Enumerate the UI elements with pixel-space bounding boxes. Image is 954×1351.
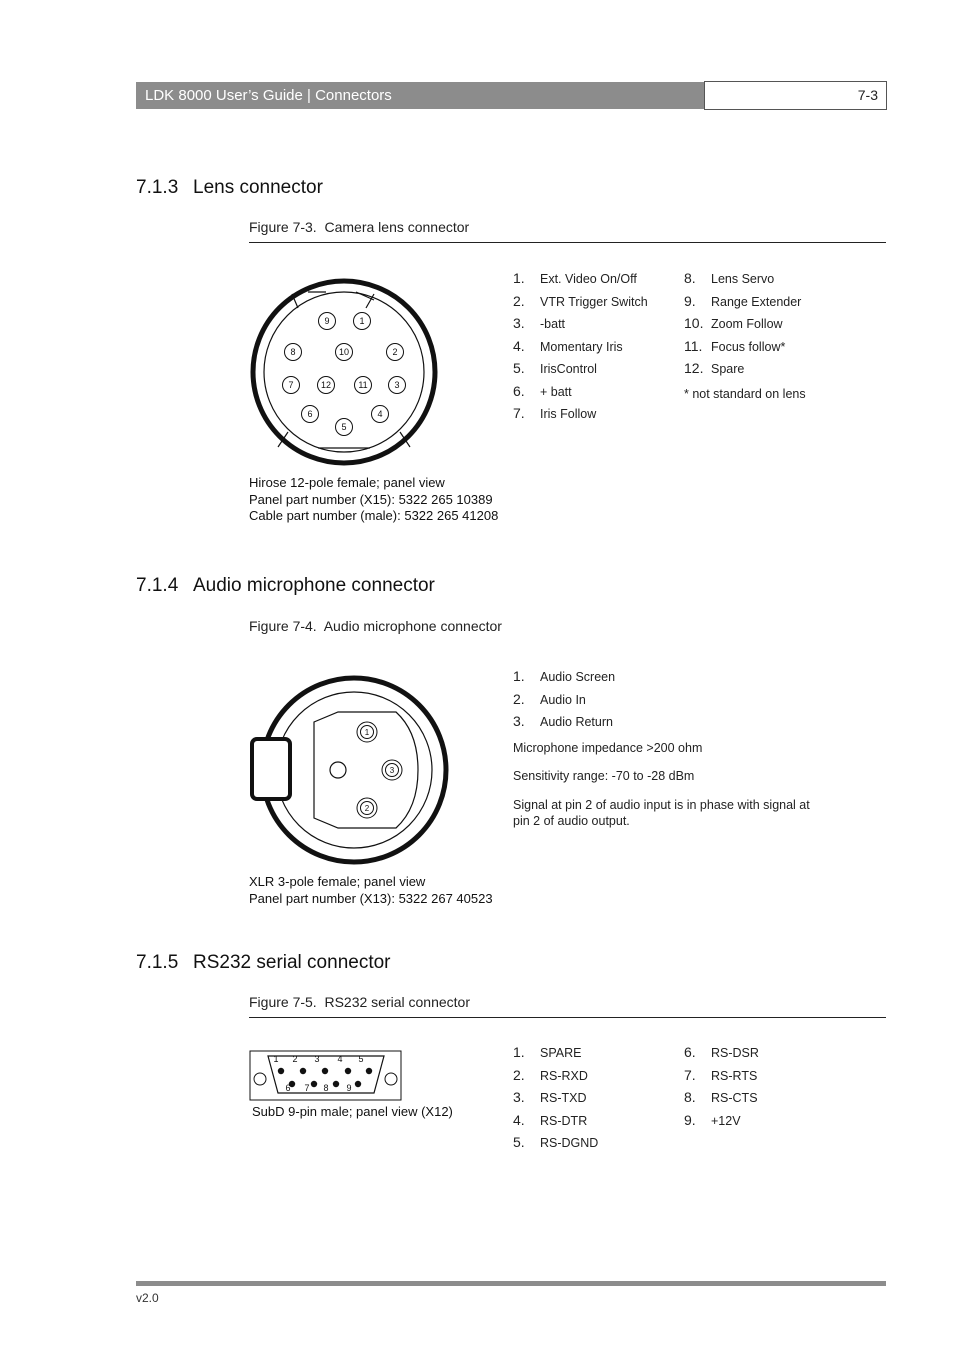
pin-number: 2: [364, 803, 370, 813]
section-heading-rs232: [136, 952, 636, 976]
pin-number: 7: [304, 1083, 310, 1093]
xlr-pin-group: [357, 722, 402, 818]
caption-line: Cable part number (male): 5322 265 41208: [249, 508, 499, 523]
pin-number: 6: [307, 409, 313, 420]
pin-number: 10: [338, 347, 350, 358]
pin-dot: [355, 1081, 361, 1087]
section-number: 7.1.3: [136, 177, 179, 198]
pin-number: 1: [273, 1054, 279, 1064]
figure-caption-rs232: [249, 994, 470, 1010]
pin-number: 9: [346, 1083, 352, 1093]
pin-dot: [366, 1068, 372, 1074]
pin-dot: [322, 1068, 328, 1074]
figure-rule: [249, 242, 886, 243]
pin-number: 5: [358, 1054, 364, 1064]
pin-number: 3: [394, 380, 400, 391]
caption-line: Hirose 12-pole female; panel view: [249, 475, 445, 490]
pin-number: 3: [314, 1054, 320, 1064]
section-number: 7.1.5: [136, 952, 179, 973]
pin-number: 3: [389, 765, 395, 775]
xlr-latch: [252, 739, 290, 799]
section-title: Lens connector: [193, 177, 323, 198]
caption-line: Panel part number (X13): 5322 267 40523: [249, 890, 493, 906]
pin-number: 1: [359, 316, 365, 327]
figure-title: Audio microphone connector: [323, 618, 502, 634]
pin-number: 11: [358, 380, 368, 391]
pin-number: 7: [288, 380, 294, 391]
figure-rule: [249, 1017, 886, 1018]
figure-label: Figure 7-3.: [249, 219, 317, 235]
footnote: * not standard on lens: [684, 387, 806, 401]
pin-number: 6: [285, 1083, 291, 1093]
section-title: RS232 serial connector: [193, 952, 391, 973]
pin-dot: [300, 1068, 306, 1074]
footer-bar: [136, 1281, 886, 1286]
section-number: 7.1.4: [136, 575, 179, 596]
caption-line: Panel part number (X15): 5322 265 10389: [249, 491, 493, 507]
lens-pin-list-col1: 1. Ext. Video On/Off 2. VTR Trigger Switch 3. -batt 4. Momentary Iris 5. IrisControl 6. + batt 7. Iris Follow: [513, 270, 648, 421]
pin-dot: [311, 1081, 317, 1087]
footer-version: v2.0: [136, 1291, 159, 1305]
caption-line: XLR 3-pole female; panel view: [249, 874, 426, 889]
lens-pin-list-col2: 8. Lens Servo 9. Range Extender 10. Zoom Follow 11. Focus follow* 12. Spare * not standard on lens: [684, 270, 806, 401]
figure-caption-audio: [249, 618, 502, 634]
pin-dot: [345, 1068, 351, 1074]
subd-9-pin-diagram: [248, 1049, 404, 1103]
pin-dot: [278, 1068, 284, 1074]
xlr-3-pin-diagram: [246, 672, 450, 868]
audio-note-sensitivity: Sensitivity range: -70 to -28 dBm: [513, 769, 695, 783]
pin-dot: [333, 1081, 339, 1087]
audio-pin-list: 1. Audio Screen 2. Audio In 3. Audio Return: [513, 668, 616, 729]
figure-label: Figure 7-4.: [249, 618, 317, 634]
audio-note-phase-1: Signal at pin 2 of audio input is in phase with signal at: [513, 798, 810, 812]
audio-caption: [249, 874, 493, 907]
pin-number: 4: [337, 1054, 343, 1064]
page-number: 7-3: [857, 87, 878, 103]
pin-number: 9: [324, 316, 330, 327]
connector-key-notch: [292, 292, 374, 308]
hirose-12-pin-diagram: [248, 272, 444, 472]
pin-number: 2: [392, 347, 398, 358]
rs232-pin-list-col2: 6. RS-DSR 7. RS-RTS 8. RS-CTS 9. +12V: [684, 1044, 759, 1128]
figure-label: Figure 7-5.: [249, 994, 317, 1010]
rs232-caption: SubD 9-pin male; panel view (X12): [252, 1104, 453, 1119]
header-page-box: [704, 81, 887, 110]
pin-number: 1: [364, 727, 370, 737]
pin-number: 8: [323, 1083, 329, 1093]
section-heading-lens: [136, 177, 536, 201]
lens-caption: [249, 475, 498, 525]
header-title: LDK 8000 User’s Guide | Connectors: [145, 87, 392, 104]
audio-note-phase-2: pin 2 of audio output.: [513, 814, 630, 828]
xlr-inner-ring: [276, 692, 432, 848]
pin-number: 8: [290, 347, 296, 358]
section-title: Audio microphone connector: [193, 575, 435, 596]
figure-title: Camera lens connector: [324, 219, 470, 235]
pin-number: 12: [320, 380, 332, 391]
lens-pin-group: [283, 313, 406, 436]
pin-number: 5: [341, 422, 347, 433]
audio-note-impedance: Microphone impedance >200 ohm: [513, 741, 703, 755]
section-heading-audio: [136, 575, 636, 599]
figure-caption-lens: [249, 219, 469, 235]
rs232-pin-list-col1: 1. SPARE 2. RS-RXD 3. RS-TXD 4. RS-DTR 5. RS-DGND: [513, 1044, 599, 1150]
xlr-center-marker: [330, 762, 346, 778]
pin-number: 4: [377, 409, 383, 420]
figure-title: RS232 serial connector: [324, 994, 471, 1010]
pin-number: 2: [292, 1054, 298, 1064]
